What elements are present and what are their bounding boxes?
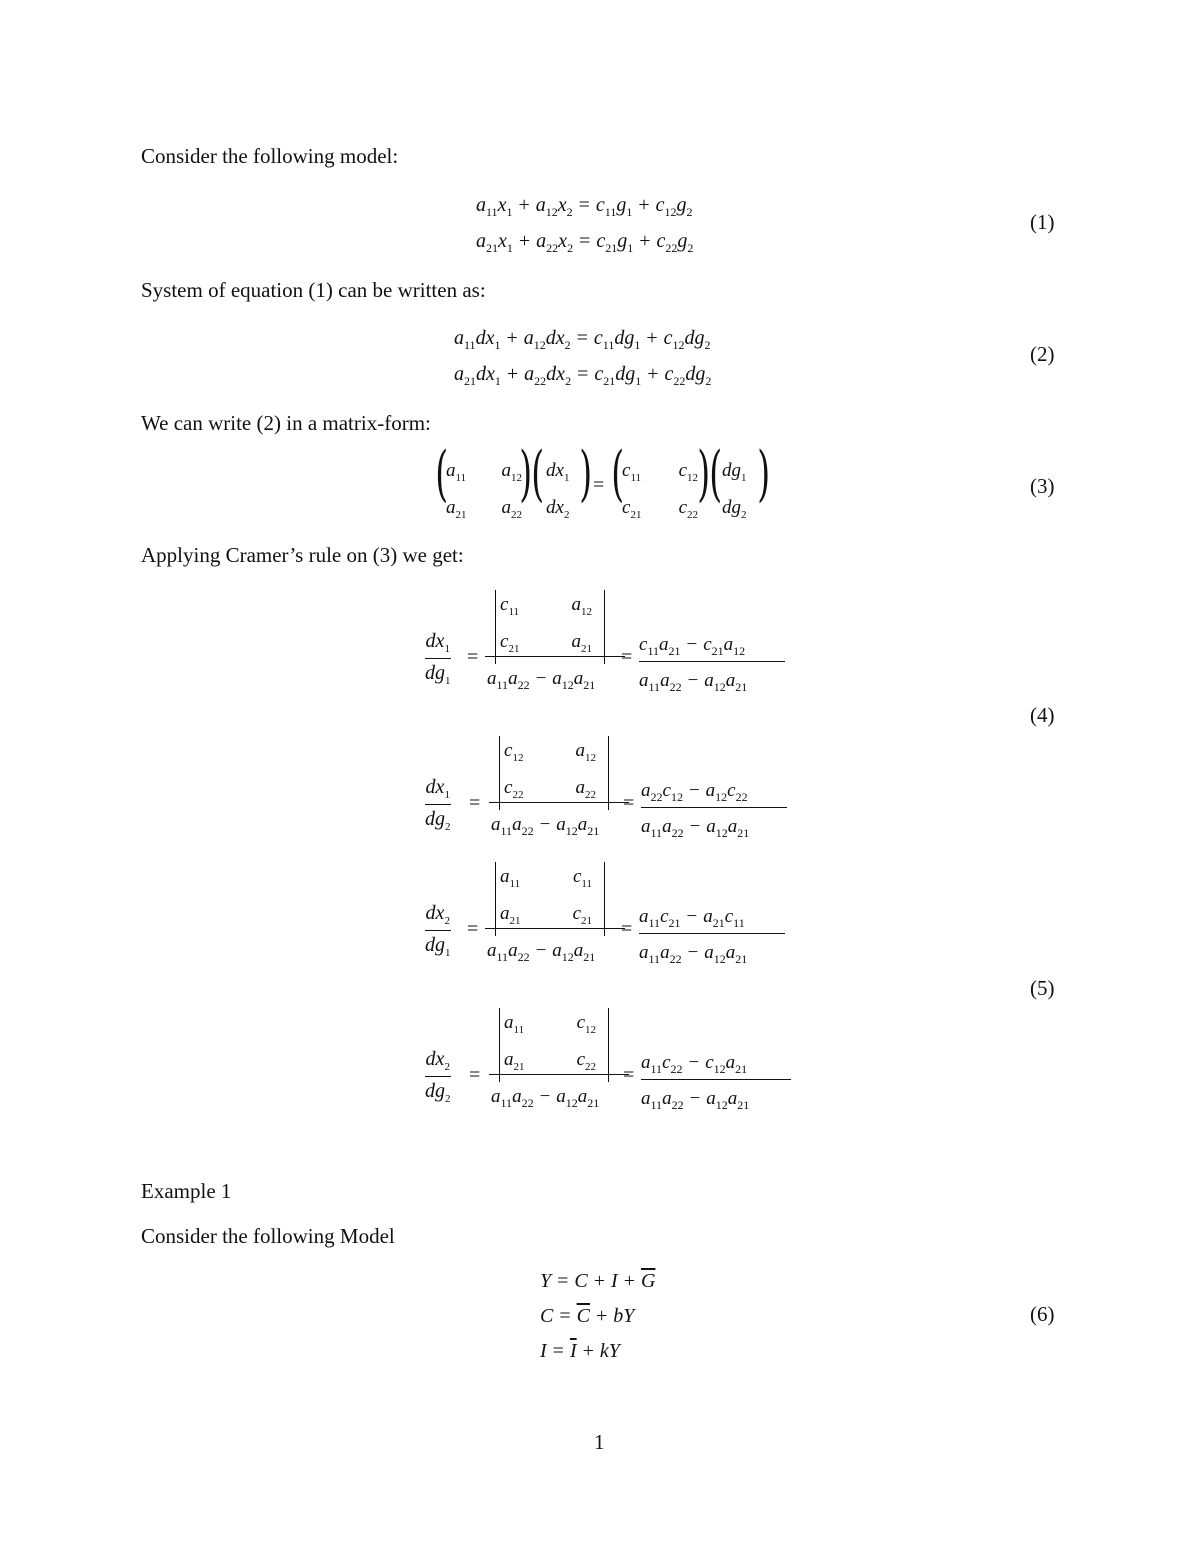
cramer-dx2-dg2: $dx_2$ $dg_2$ = $a_{11}$ $c_{12}$ $a_{21}$ $c_{22}$ $a_{11}a_{22} - a_{12}a_{21}$ = $a_{11}c_{22} - c_{12}a_{21}$ $a_{11}a_{22} - a_{12}a_{21}$ [425,1008,785,1118]
equation-6-number: (6) [1030,1302,1055,1326]
equation-2-line-2: $a_{21}dx_1 + a_{22}dx_2 = c_{21}dg_1 + c_{22}dg_2$ [454,363,712,388]
equation-1-number: (1) [1030,210,1055,234]
example-text: Consider the following Model [141,1224,395,1248]
equation-6-line-1: $Y = C + I + \overline{G}$ [540,1270,656,1292]
equation-1-line-1: $a_{11}x_1 + a_{12}x_2 = c_{11}g_1 + c_{12}g_2$ [476,194,693,219]
equation-2-line-1: $a_{11}dx_1 + a_{12}dx_2 = c_{11}dg_1 + c_{12}dg_2$ [454,327,711,352]
determinant: $a_{11}$ $c_{12}$ $a_{21}$ $c_{22}$ [499,1008,609,1082]
rhs-fraction: $a_{11}c_{22} - c_{12}a_{21}$ $a_{11}a_{22} - a_{12}a_{21}$ [641,1052,791,1113]
equals-sign: = [621,646,633,668]
determinant: $c_{11}$ $a_{12}$ $c_{21}$ $a_{21}$ [495,590,605,664]
rhs-fraction: $a_{22}c_{12} - a_{12}c_{22}$ $a_{11}a_{22} - a_{12}a_{21}$ [641,780,787,841]
determinant: $a_{11}$ $c_{11}$ $a_{21}$ $c_{21}$ [495,862,605,936]
rhs-fraction: $c_{11}a_{21} - c_{21}a_{12}$ $a_{11}a_{22} - a_{12}a_{21}$ [639,634,785,695]
equals-sign: = [593,474,605,496]
left-paren: ( [531,439,545,509]
system-text: System of equation (1) can be written as: [141,278,486,302]
matrix-c: $c_{11}$ $c_{12}$ $c_{21}$ $c_{22}$ [622,460,698,521]
equation-1-line-2: $a_{21}x_1 + a_{22}x_2 = c_{21}g_1 + c_{22}g_2$ [476,230,694,255]
equation-5-number: (5) [1030,976,1055,1000]
rhs-fraction: $a_{11}c_{21} - a_{21}c_{11}$ $a_{11}a_{22} - a_{12}a_{21}$ [639,906,785,967]
determinant: $c_{12}$ $a_{12}$ $c_{22}$ $a_{22}$ [499,736,609,810]
equation-3-matrix [430,439,771,522]
equation-2-number: (2) [1030,342,1055,366]
matrix-a: $a_{11}$ $a_{12}$ $a_{21}$ $a_{22}$ [446,460,522,521]
left-paren: ( [435,439,449,509]
equals-sign: = [623,792,635,814]
left-paren: ( [611,439,625,509]
equals-sign: = [623,1064,635,1086]
equals-sign: = [621,918,633,940]
right-paren: ) [757,439,771,509]
right-paren: ) [519,439,533,509]
right-paren: ) [697,439,711,509]
equals-sign: = [467,918,479,940]
equals-sign: = [467,646,479,668]
vector-dx: $dx_1$ $dx_2$ [546,460,570,521]
lhs-fraction: $dx_2$ $dg_1$ [425,902,451,959]
lhs-fraction: $dx_2$ $dg_2$ [425,1048,451,1105]
matrix-text: We can write (2) in a matrix-form: [141,411,431,435]
lhs-fraction: $dx_1$ $dg_1$ [425,630,451,687]
right-paren: ) [579,439,593,509]
cramer-dx2-dg1: $dx_2$ $dg_1$ = $a_{11}$ $c_{11}$ $a_{21}$ $c_{21}$ $a_{11}a_{22} - a_{12}a_{21}$ = $a_{11}c_{21} - a_{21}c_{11}$ $a_{11}a_{22} - a_{12}a_{21}$ [425,862,785,972]
equals-sign: = [469,1064,481,1086]
equation-6-line-3: $I = \overline{I}$ + kY [540,1340,620,1362]
cramer-dx1-dg1: $dx_1$ $dg_1$ = $c_{11}$ $a_{12}$ $c_{21}$ $a_{21}$ $a_{11}a_{22} - a_{12}a_{21}$ = $c_{11}a_{21} - c_{21}a_{12}$ $a_{11}a_{22} - a_{12}a_{21}$ [425,590,785,700]
cramer-text: Applying Cramer’s rule on (3) we get: [141,543,464,567]
vector-dg: $dg_1$ $dg_2$ [722,460,747,521]
cramer-dx1-dg2: $dx_1$ $dg_2$ = $c_{12}$ $a_{12}$ $c_{22}$ $a_{22}$ $a_{11}a_{22} - a_{12}a_{21}$ = $a_{22}c_{12} - a_{12}c_{22}$ $a_{11}a_{22} - a_{12}a_{21}$ [425,736,785,846]
intro-text: Consider the following model: [141,144,399,168]
left-paren: ( [709,439,723,509]
equals-sign: = [469,792,481,814]
equation-6-line-2: $C = \overline{C}$ + bY [540,1305,635,1327]
equation-4-number: (4) [1030,703,1055,727]
equation-3-number: (3) [1030,474,1055,498]
lhs-fraction: $dx_1$ $dg_2$ [425,776,451,833]
page-number: 1 [594,1430,605,1454]
example-title: Example 1 [141,1179,232,1203]
